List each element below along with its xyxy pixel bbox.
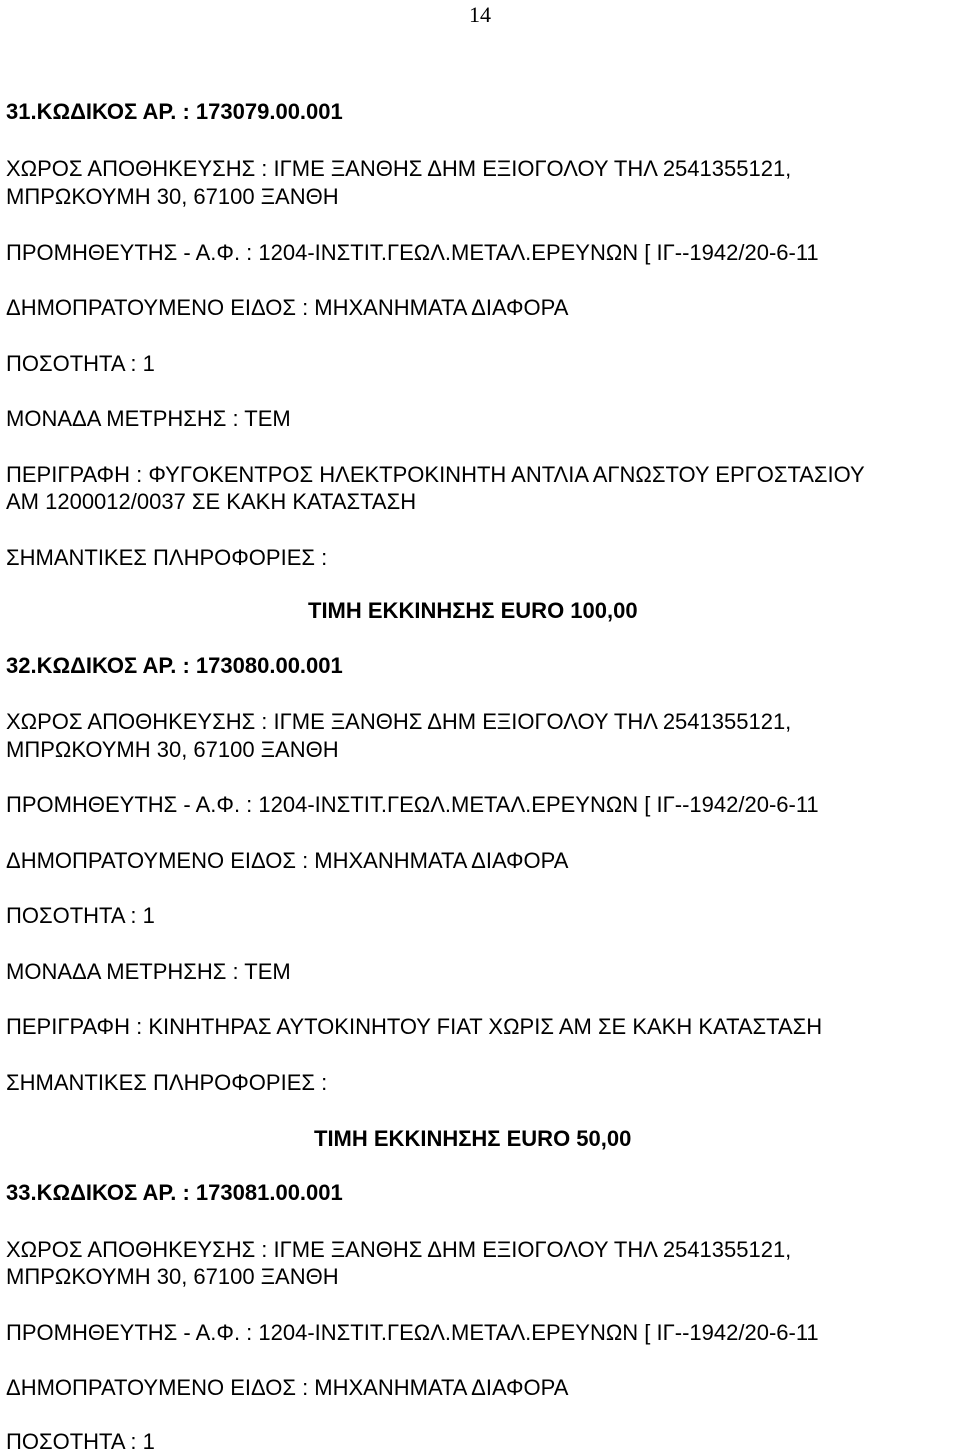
unit-of-measure: ΜΟΝΑΔΑ ΜΕΤΡΗΣΗΣ : ΤΕΜ (6, 406, 291, 431)
starting-price: ΤΙΜΗ ΕΚΚΙΝΗΣΗΣ EURO 100,00 (308, 598, 638, 623)
storage-location: ΧΩΡΟΣ ΑΠΟΘΗΚΕΥΣΗΣ : ΙΓΜΕ ΞΑΝΘΗΣ ΔΗΜ ΕΞΙΟΓΟΛΟΥ ΤΗΛ 2541355121, (6, 156, 792, 181)
item-type: ΔΗΜΟΠΡΑΤΟΥΜΕΝΟ ΕΙΔΟΣ : ΜΗΧΑΝΗΜΑΤΑ ΔΙΑΦΟΡΑ (6, 295, 569, 320)
supplier: ΠΡΟΜΗΘΕΥΤΗΣ - Α.Φ. : 1204-ΙΝΣΤΙΤ.ΓΕΩΛ.ΜΕΤΑΛ.ΕΡΕΥΝΩΝ [ ΙΓ--1942/20-6-11 (6, 240, 819, 265)
page-number: 14 (469, 2, 491, 27)
supplier: ΠΡΟΜΗΘΕΥΤΗΣ - Α.Φ. : 1204-ΙΝΣΤΙΤ.ΓΕΩΛ.ΜΕΤΑΛ.ΕΡΕΥΝΩΝ [ ΙΓ--1942/20-6-11 (6, 1320, 819, 1345)
description: ΠΕΡΙΓΡΑΦΗ : ΦΥΓΟΚΕΝΤΡΟΣ ΗΛΕΚΤΡΟΚΙΝΗΤΗ ΑΝΤΛΙΑ ΑΓΝΩΣΤΟΥ ΕΡΓΟΣΤΑΣΙΟΥ (6, 462, 865, 487)
quantity: ΠΟΣΟΤΗΤΑ : 1 (6, 903, 155, 928)
item-type: ΔΗΜΟΠΡΑΤΟΥΜΕΝΟ ΕΙΔΟΣ : ΜΗΧΑΝΗΜΑΤΑ ΔΙΑΦΟΡΑ (6, 1375, 569, 1400)
storage-location: ΧΩΡΟΣ ΑΠΟΘΗΚΕΥΣΗΣ : ΙΓΜΕ ΞΑΝΘΗΣ ΔΗΜ ΕΞΙΟΓΟΛΟΥ ΤΗΛ 2541355121, (6, 709, 792, 734)
important-info: ΣΗΜΑΝΤΙΚΕΣ ΠΛΗΡΟΦΟΡΙΕΣ : (6, 1070, 328, 1095)
starting-price: ΤΙΜΗ ΕΚΚΙΝΗΣΗΣ EURO 50,00 (314, 1126, 632, 1151)
item-code: 31.ΚΩΔΙΚΟΣ ΑΡ. : 173079.00.001 (6, 99, 343, 124)
quantity: ΠΟΣΟΤΗΤΑ : 1 (6, 351, 155, 376)
important-info: ΣΗΜΑΝΤΙΚΕΣ ΠΛΗΡΟΦΟΡΙΕΣ : (6, 545, 328, 570)
quantity: ΠΟΣΟΤΗΤΑ : 1 (6, 1429, 155, 1454)
storage-location: ΧΩΡΟΣ ΑΠΟΘΗΚΕΥΣΗΣ : ΙΓΜΕ ΞΑΝΘΗΣ ΔΗΜ ΕΞΙΟΓΟΛΟΥ ΤΗΛ 2541355121, (6, 1237, 792, 1262)
storage-address: ΜΠΡΩΚΟΥΜΗ 30, 67100 ΞΑΝΘΗ (6, 1264, 339, 1289)
storage-address: ΜΠΡΩΚΟΥΜΗ 30, 67100 ΞΑΝΘΗ (6, 737, 339, 762)
item-code: 32.ΚΩΔΙΚΟΣ ΑΡ. : 173080.00.001 (6, 653, 343, 678)
description: ΠΕΡΙΓΡΑΦΗ : ΚΙΝΗΤΗΡΑΣ ΑΥΤΟΚΙΝΗΤΟΥ FIAT ΧΩΡΙΣ ΑΜ ΣΕ ΚΑΚΗ ΚΑΤΑΣΤΑΣΗ (6, 1014, 823, 1039)
supplier: ΠΡΟΜΗΘΕΥΤΗΣ - Α.Φ. : 1204-ΙΝΣΤΙΤ.ΓΕΩΛ.ΜΕΤΑΛ.ΕΡΕΥΝΩΝ [ ΙΓ--1942/20-6-11 (6, 792, 819, 817)
item-type: ΔΗΜΟΠΡΑΤΟΥΜΕΝΟ ΕΙΔΟΣ : ΜΗΧΑΝΗΜΑΤΑ ΔΙΑΦΟΡΑ (6, 848, 569, 873)
item-code: 33.ΚΩΔΙΚΟΣ ΑΡ. : 173081.00.001 (6, 1180, 343, 1205)
unit-of-measure: ΜΟΝΑΔΑ ΜΕΤΡΗΣΗΣ : ΤΕΜ (6, 959, 291, 984)
description-continued: ΑΜ 1200012/0037 ΣΕ ΚΑΚΗ ΚΑΤΑΣΤΑΣΗ (6, 489, 417, 514)
storage-address: ΜΠΡΩΚΟΥΜΗ 30, 67100 ΞΑΝΘΗ (6, 184, 339, 209)
